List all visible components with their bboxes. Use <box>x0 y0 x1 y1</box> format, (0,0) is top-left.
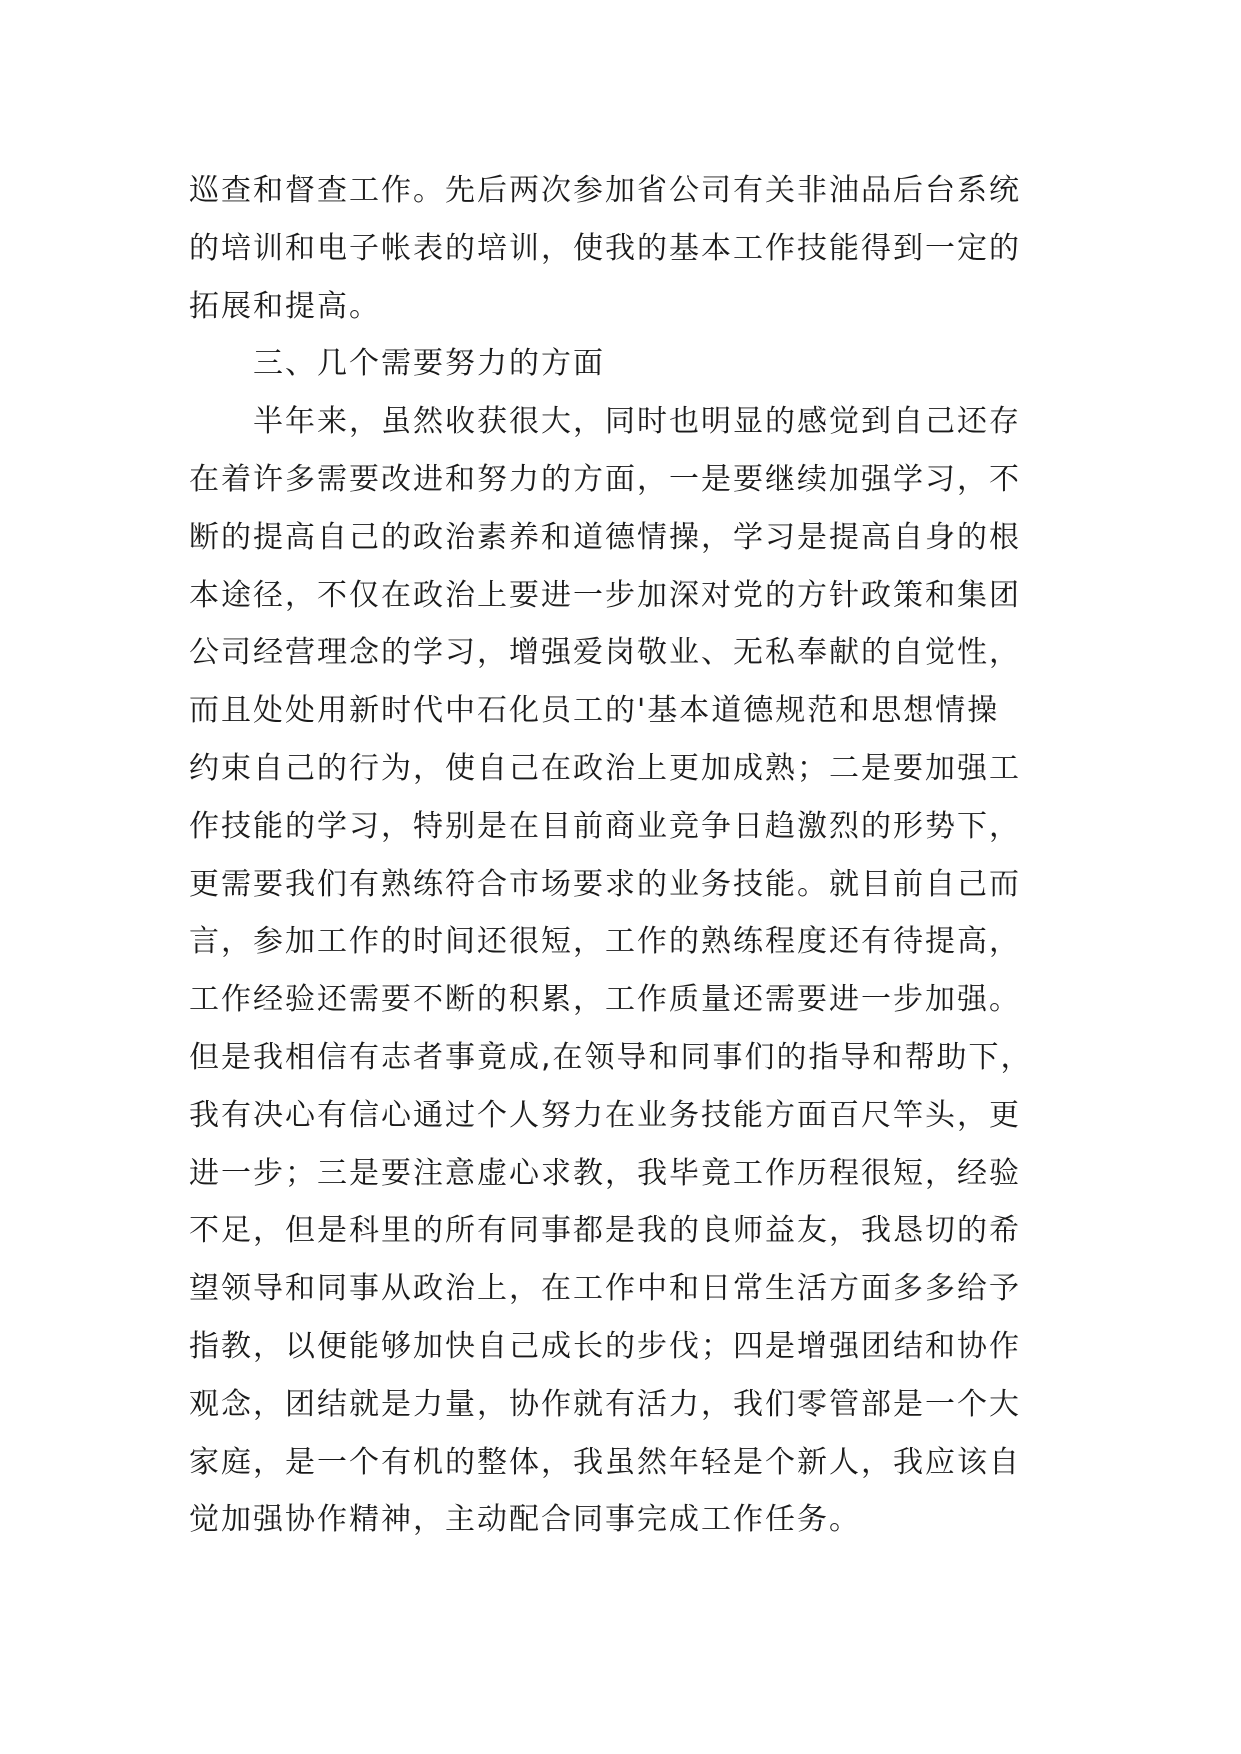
text-line: 拓展和提高。 <box>189 288 381 324</box>
text-line: 公司经营理念的学习，增强爱岗敬业、无私奉献的自觉性， <box>189 635 1021 671</box>
text-line: 的培训和电子帐表的培训，使我的基本工作技能得到一定的 <box>189 230 1021 266</box>
section-heading: 三、几个需要努力的方面 <box>189 346 605 382</box>
text-line: 言，参加工作的时间还很短，工作的熟练程度还有待提高， <box>189 924 1021 960</box>
text-line: 觉加强协作精神，主动配合同事完成工作任务。 <box>189 1502 861 1538</box>
text-line: 工作经验还需要不断的积累，工作质量还需要进一步加强。 <box>189 982 1021 1018</box>
document-body <box>189 162 1069 1549</box>
text-line: 家庭，是一个有机的整体，我虽然年轻是个新人，我应该自 <box>189 1444 1021 1480</box>
text-line: 断的提高自己的政治素养和道德情操，学习是提高自身的根 <box>189 519 1021 555</box>
text-line: 约束自己的行为，使自己在政治上更加成熟；二是要加强工 <box>189 750 1021 786</box>
text-line: 更需要我们有熟练符合市场要求的业务技能。就目前自己而 <box>189 866 1021 902</box>
text-line: 进一步；三是要注意虚心求教，我毕竟工作历程很短，经验 <box>189 1155 1021 1191</box>
text-line: 指教，以便能够加快自己成长的步伐；四是增强团结和协作 <box>189 1328 1021 1364</box>
text-line: 不足，但是科里的所有同事都是我的良师益友，我恳切的希 <box>189 1213 1021 1249</box>
text-line: 观念，团结就是力量，协作就有活力，我们零管部是一个大 <box>189 1386 1021 1422</box>
text-line: 在着许多需要改进和努力的方面，一是要继续加强学习，不 <box>189 461 1021 497</box>
text-line: 我有决心有信心通过个人努力在业务技能方面百尺竿头，更 <box>189 1097 1021 1133</box>
text-line: 但是我相信有志者事竟成,在领导和同事们的指导和帮助下， <box>189 1039 1033 1075</box>
text-line: 本途径，不仅在政治上要进一步加深对党的方针政策和集团 <box>189 577 1021 613</box>
text-line: 巡查和督查工作。先后两次参加省公司有关非油品后台系统 <box>189 173 1021 208</box>
text-line: 而且处处用新时代中石化员工的'基本道德规范和思想情操 <box>189 693 1000 729</box>
text-line: 半年来，虽然收获很大，同时也明显的感觉到自己还存 <box>189 404 1021 440</box>
text-line: 作技能的学习，特别是在目前商业竞争日趋激烈的形势下， <box>189 808 1021 844</box>
text-line: 望领导和同事从政治上，在工作中和日常生活方面多多给予 <box>189 1271 1021 1307</box>
